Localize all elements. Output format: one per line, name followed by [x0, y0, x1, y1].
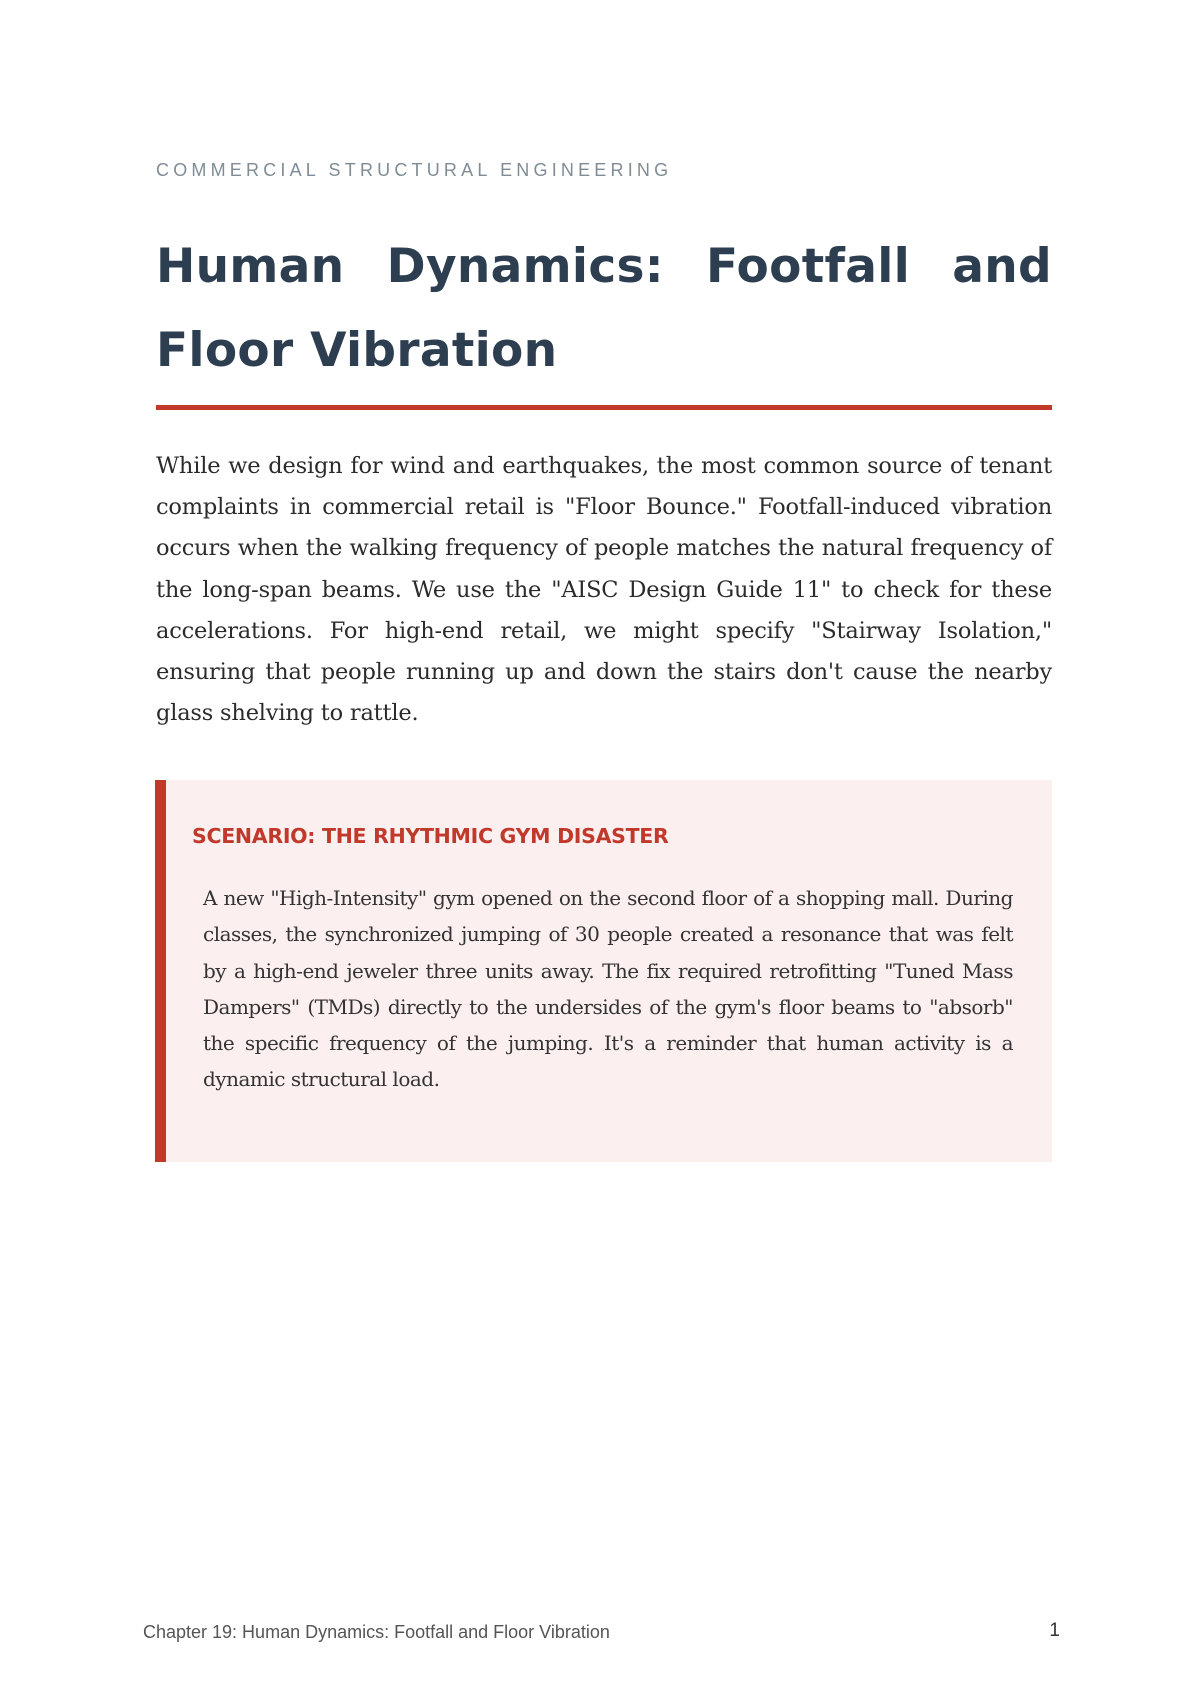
- title-divider: [156, 405, 1052, 410]
- page-title: Human Dynamics: Footfall and Floor Vibration: [156, 239, 1052, 378]
- footer-chapter-title: Chapter 19: Human Dynamics: Footfall and Floor Vibration: [143, 1622, 610, 1642]
- callout-text: A new "High-Intensity" gym opened on the second floor of a shopping mall. During classes, the synchronized jumping of 30 people created a resonance that was felt by a high-end jeweler three units away. The fix required retrofitting "Tuned Mass Dampers" (TMDs) directly to the undersides of the gym's floor beams to "absorb" the specific frequency of the jumping. It's a reminder that human activity is a dynamic structural load.: [203, 886, 1013, 1092]
- body-paragraph: While we design for wind and earthquakes, the most common source of tenant complaints in commercial retail is "Floor Bounce." Footfall-induced vibration occurs when the walking frequency of people matches the natural frequency of the long-span beams. We use the "AISC Design Guide 11" to check for these accelerations. For high-end retail, we might specify "Stairway Isolation," ensuring that people running up and down the stairs don't cause the nearby glass shelving to rattle.: [156, 453, 1052, 727]
- section-kicker: COMMERCIAL STRUCTURAL ENGINEERING: [156, 160, 673, 180]
- callout-title: SCENARIO: THE RHYTHMIC GYM DISASTER: [192, 824, 669, 848]
- page-number: 1: [1049, 1620, 1060, 1641]
